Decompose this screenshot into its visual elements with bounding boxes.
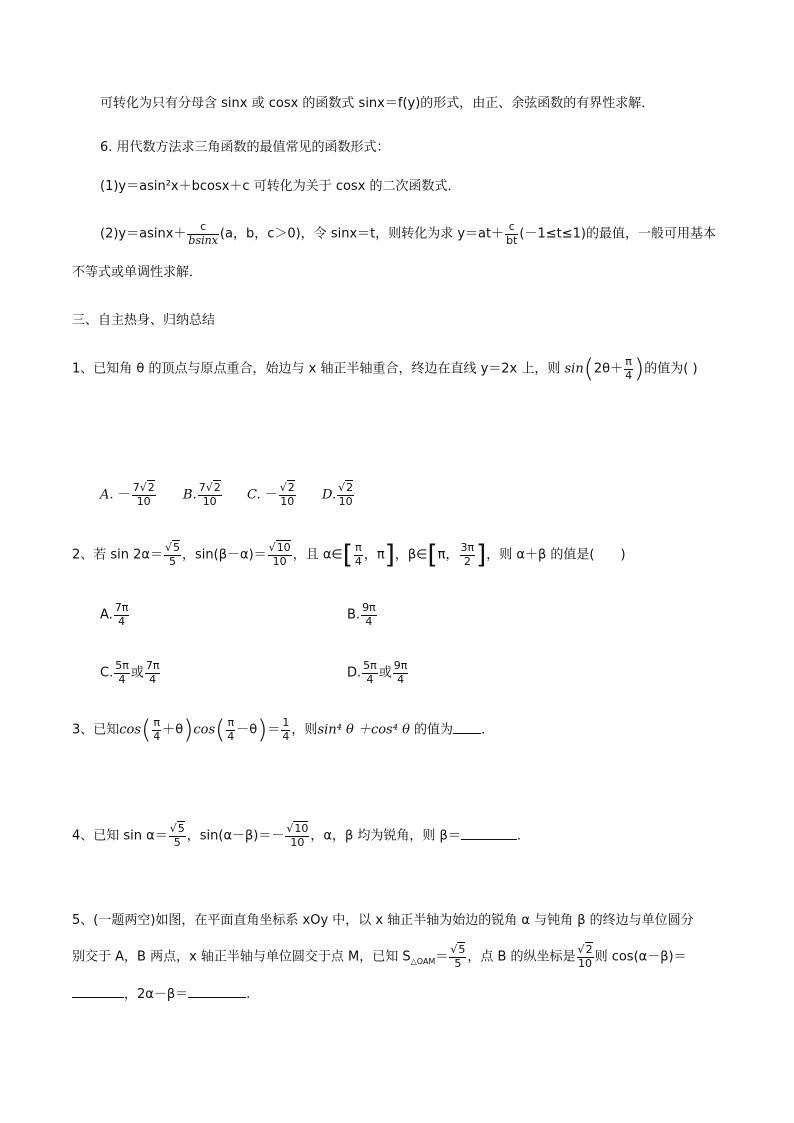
question-2 (72, 540, 626, 571)
comma: ， (363, 547, 377, 563)
option-fraction-1: $\frac{5\pi}{4}$ (115, 659, 129, 686)
option-fraction (279, 482, 296, 508)
sqrt-symbol: √2 (139, 481, 155, 494)
fraction-3pi-over-2 (460, 542, 476, 568)
fraction-sqrt10-over-10 (268, 542, 292, 568)
option-fraction-2: $\frac{9\pi}{4}$ (393, 659, 408, 686)
option-label: C. (247, 487, 261, 503)
option-label: B. (183, 487, 197, 503)
option-label: C. (100, 665, 114, 681)
left-bracket: [ (342, 540, 353, 571)
q1-option-a[interactable] (100, 482, 157, 508)
option-fraction (132, 482, 156, 508)
or-text: 或 (378, 665, 392, 681)
denominator: 4 (625, 368, 633, 382)
fraction-pi-over-4: $\frac{\pi}{4}$ (153, 716, 161, 743)
item-2-continued: 不等式或单调性求解． (72, 265, 203, 280)
question-5-line-1: 5、(一题两空)如图，在平面直角坐标系 xOy 中，以 x 轴正半轴为始边的锐角 α 与钝角 β 的终边与单位圆分 (72, 913, 694, 928)
item-2-part-c: (－1≤t≤1)的最值，一般可用基本 (519, 226, 716, 242)
numerator: 3π (460, 541, 475, 554)
q1-stem-b: 的值为( ) (644, 361, 698, 377)
q1-option-d[interactable] (322, 482, 355, 508)
q1-option-c[interactable] (247, 482, 297, 508)
right-bracket: ] (476, 540, 487, 571)
answer-blank-2[interactable] (188, 996, 246, 998)
denominator: 5 (169, 554, 177, 568)
answer-blank-1[interactable] (72, 996, 124, 998)
left-bracket: [ (427, 540, 438, 571)
numerator: √5 (165, 541, 181, 554)
q2-stem-a: 2、若 sin 2α＝ (72, 547, 164, 563)
numerator (337, 482, 354, 496)
subscript-triangle-oam: △OAM (410, 957, 436, 967)
numerator: √10 (268, 541, 291, 554)
item-2-part-b: (a，b，c＞0)，令 sinx＝t，则转化为求 y＝at＋ (219, 226, 505, 242)
q3-expression: sin⁴ θ ＋cos⁴ θ (317, 722, 410, 738)
sqrt-symbol: √2 (338, 481, 354, 494)
option-sign: － (117, 487, 131, 503)
q2-option-a[interactable] (100, 602, 130, 628)
q4-stem-c: ，α，β 均为锐角，则 β＝ (310, 828, 461, 844)
question-3: 3、已知cos( $\frac{\pi}{4}$ ＋θ)cos( $\frac{\pi}{4}$ －θ)＝ $\frac{1}{4}$ ，则sin⁴ θ ＋cos⁴ θ 的值为 ． (72, 715, 495, 746)
numerator: c (505, 221, 518, 235)
item-2-part-a: (2)y＝asinx＋ (100, 226, 187, 242)
right-bracket: ] (384, 540, 395, 571)
q2-option-c[interactable] (100, 660, 161, 686)
q3-stem-a: 3、已知 (72, 722, 120, 738)
option-fraction-2: $\frac{7\pi}{4}$ (145, 659, 160, 686)
option-label: B. (347, 607, 361, 623)
option-sign: － (264, 487, 278, 503)
interval-right: π (376, 547, 385, 563)
right-paren: ) (634, 354, 645, 385)
q2-stem-b: ，sin(β－α)＝ (182, 547, 267, 563)
denominator: bt (506, 233, 518, 247)
answer-blank[interactable] (461, 838, 517, 840)
option-label: D. (322, 487, 337, 503)
denominator: 2 (463, 554, 471, 568)
q2-option-b[interactable] (347, 602, 378, 628)
cos-func-2: cos (193, 722, 216, 738)
item-1: (1)y＝asin²x＋bcosx＋c 可转化为关于 cosx 的二次函数式． (100, 179, 461, 194)
q2-option-d[interactable] (347, 660, 409, 686)
q1-option-b[interactable] (183, 482, 223, 508)
denominator: 4 (354, 554, 362, 568)
fraction-pi-over-4 (624, 356, 633, 382)
fraction-pi-over-4: $\frac{\pi}{4}$ (227, 716, 235, 743)
fraction-sqrt10-over-10: $\frac{√10}{10}$ (286, 822, 309, 849)
numerator: π (355, 541, 362, 554)
question-5-line-3: ，2α－β＝ . (72, 988, 250, 1001)
numerator (279, 482, 296, 496)
denominator: 10 (202, 494, 217, 508)
option-fraction (337, 482, 354, 508)
q3-stem-b: ，则 (291, 722, 318, 738)
fraction-1-over-4: $\frac{1}{4}$ (282, 716, 290, 743)
or-text: 或 (130, 665, 144, 681)
option-fraction: $\frac{9\pi}{4}$ (362, 601, 376, 628)
intro-line-1: 可转化为只有分母含 sinx 或 cosx 的函数式 sinx＝f(y)的形式，由正、余弦函数的有界性求解． (100, 96, 655, 111)
denominator: 10 (338, 494, 353, 508)
answer-blank[interactable] (453, 732, 481, 734)
section-3-title: 三、自主热身、归纳总结 (72, 313, 216, 328)
numerator: 7√2 (132, 481, 155, 494)
option-label: A. (100, 607, 113, 623)
denominator: 10 (280, 494, 295, 508)
q1-arg: 2θ＋ (593, 361, 624, 377)
sqrt-symbol: √2 (279, 481, 295, 494)
q2-stem-c: ，且 α∈ (292, 547, 343, 563)
fraction-c-over-bsinx (187, 221, 219, 247)
q1-stem-a: 1、已知角 θ 的顶点与原点重合，始边与 x 轴正半轴重合，终边在直线 y＝2x 上，则 (72, 361, 561, 377)
denominator: 10 (136, 494, 151, 508)
option-label: D. (347, 665, 362, 681)
q2-stem-e: ，则 α＋β 的值是( ) (486, 547, 626, 563)
fraction-c-over-bt (505, 221, 518, 247)
numerator: c (187, 221, 219, 235)
option-label: A. (100, 487, 114, 503)
interval-left: π (437, 547, 446, 563)
denominator: 10 (272, 554, 287, 568)
option-fraction (198, 482, 222, 508)
option-fraction: $\frac{7\pi}{4}$ (114, 601, 129, 628)
option-fraction-1: $\frac{5\pi}{4}$ (363, 659, 377, 686)
cos-func-1: cos (119, 722, 142, 738)
fraction-pi-over-4 (354, 542, 363, 568)
left-paren: ( (583, 354, 594, 385)
q2-stem-d: ，β∈ (394, 547, 428, 563)
fraction-sqrt2-over-10: $\frac{√2}{10}$ (577, 943, 593, 970)
question-5-line-2: 别交于 A，B 两点，x 轴正半轴与单位圆交于点 M，已知 $S_{\triangle OAM}=$ $\frac{√5}{5}$ ，点 B 的纵坐标是 $\frac{√2}{10}$ 则 cos(α－β)＝ (72, 943, 687, 970)
question-1 (72, 354, 698, 385)
numerator: 7√2 (198, 481, 221, 494)
fraction-sqrt5-over-5: $\frac{√5}{5}$ (450, 943, 466, 970)
question-4: 4、已知 sin α＝ $\frac{√5}{5}$ ，sin(α－β)＝－ $\frac{√10}{10}$ ，α，β 均为锐角，则 β＝ . (72, 822, 521, 849)
fraction-sqrt5-over-5: $\frac{√5}{5}$ (169, 822, 185, 849)
heading-6: 6. 用代数方法求三角函数的最值常见的函数形式： (100, 140, 390, 155)
sqrt-symbol: √2 (205, 481, 221, 494)
fraction-sqrt5-over-5 (164, 542, 181, 568)
comma: ， (445, 547, 459, 563)
q4-stem-a: 4、已知 sin α＝ (72, 828, 168, 844)
denominator: bsinx (188, 233, 218, 247)
q3-stem-c: 的值为 (414, 722, 454, 738)
q1-func: sin (564, 361, 584, 377)
numerator: π (625, 355, 632, 368)
q4-stem-b: ，sin(α－β)＝－ (186, 828, 285, 844)
item-2 (100, 221, 716, 247)
